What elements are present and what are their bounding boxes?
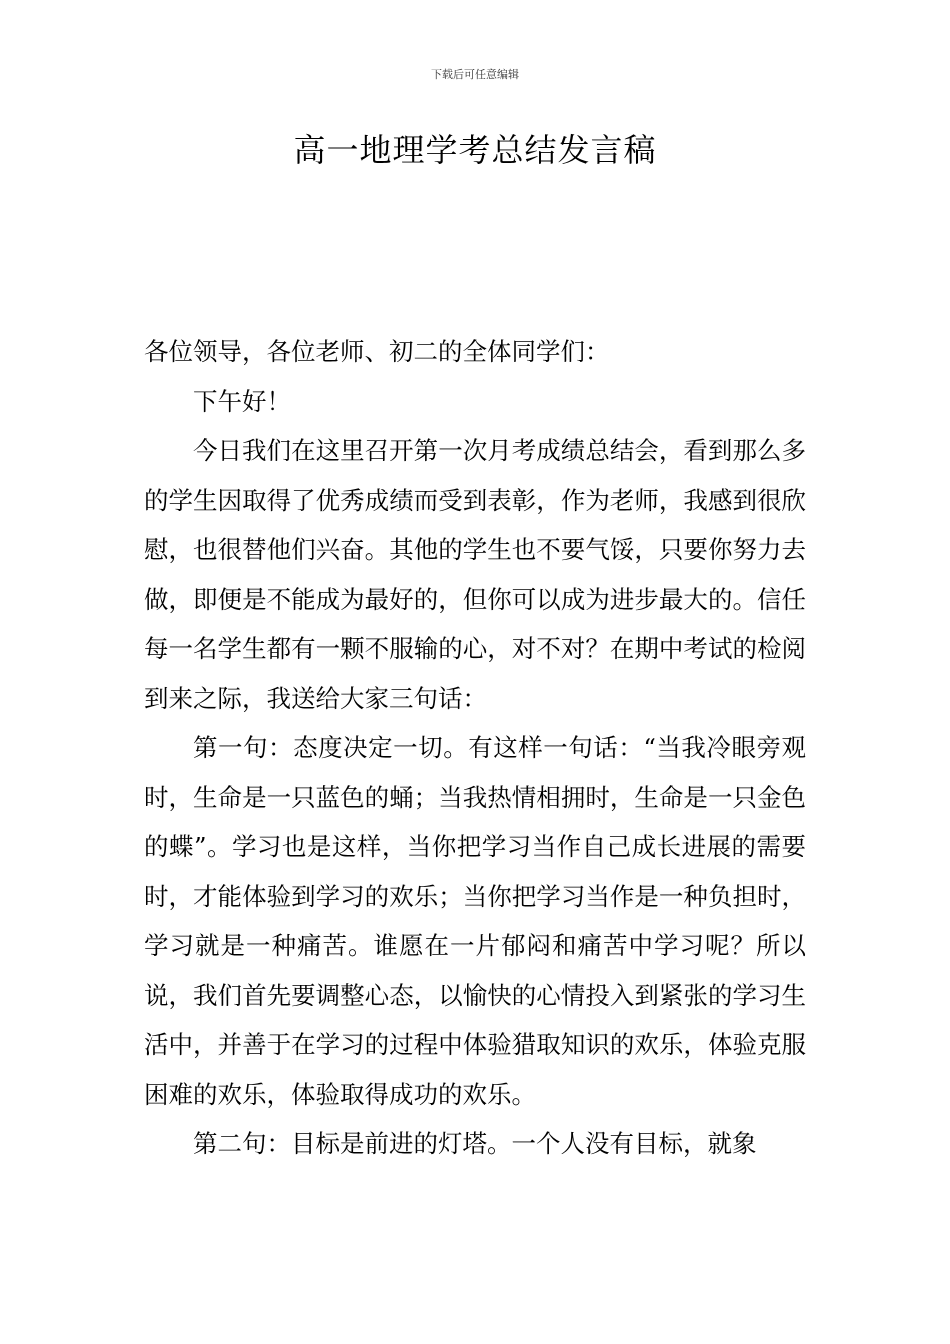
paragraph-first-sentence: 第一句：态度决定一切。有这样一句话：“当我冷眼旁观时，生命是一只蓝色的蛹；当我热情相拥时，生命是一只金色的蝶”。学习也是这样，当你把学习当作自己成长进展的需要时，才能体验到学习的欢乐；当你把学习当作是一种负担时，学习就是一种痛苦。谁愿在一片郁闷和痛苦中学习呢？所以说，我们首先要调整心态，以愉快的心情投入到紧张的学习生活中，并善于在学习的过程中体验猎取知识的欢乐，体验克服困难的欢乐，体验取得成功的欢乐。 — [144, 733, 806, 1109]
paragraph-second-sentence: 第二句：目标是前进的灯塔。一个人没有目标，就象 — [193, 1129, 757, 1158]
header-note: 下载后可任意编辑 — [431, 68, 519, 81]
paragraph-intro: 今日我们在这里召开第一次月考成绩总结会，看到那么多的学生因取得了优秀成绩而受到表彰，作为老师，我感到很欣慰，也很替他们兴奋。其他的学生也不要气馁，只要你努力去做，即便是不能成为最好的，但你可以成为进步最大的。信任每一名学生都有一颗不服输的心，对不对？在期中考试的检阅到来之际，我送给大家三句话： — [144, 436, 806, 713]
greeting: 下午好！ — [193, 386, 291, 416]
speech-body — [144, 327, 806, 1169]
page-title: 高一地理学考总结发言稿 — [293, 131, 657, 169]
salutation: 各位领导，各位老师、初二的全体同学们： — [144, 337, 610, 366]
